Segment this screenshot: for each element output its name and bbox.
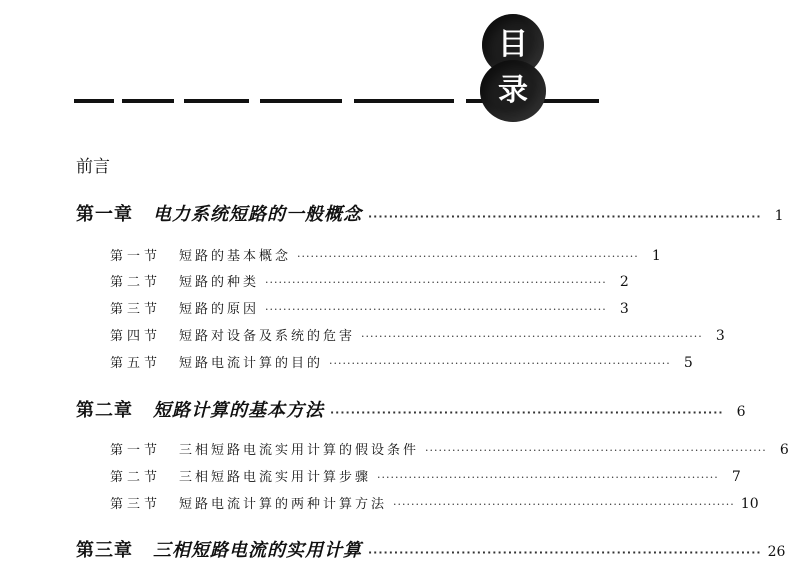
page-number: 26 — [767, 544, 786, 560]
rule-dash — [122, 99, 174, 103]
section-number: 第一节 — [110, 249, 162, 264]
dot-leader: ············································································ — [329, 357, 671, 370]
toc-section-2-1[interactable] — [110, 439, 789, 458]
toc-chapter-1[interactable] — [76, 200, 784, 226]
chapter-number: 第三章 — [76, 540, 133, 561]
section-number: 第四节 — [110, 329, 162, 344]
section-title: 短路的原因 — [179, 302, 260, 317]
toc-section-1-1[interactable] — [110, 245, 661, 264]
section-title: 短路的基本概念 — [179, 249, 292, 264]
dot-leader: ············································································ — [393, 498, 735, 511]
dot-leader: ············································································ — [361, 330, 703, 343]
toc-section-1-4[interactable] — [110, 325, 725, 344]
page-number: 1 — [774, 208, 784, 224]
toc-section-1-3[interactable] — [110, 298, 629, 317]
dot-leader: ············································································ — [377, 471, 719, 484]
section-number: 第三节 — [110, 497, 162, 512]
toc-chapter-3[interactable] — [76, 536, 786, 562]
page-number: 6 — [736, 404, 746, 420]
page-number: 1 — [651, 248, 661, 264]
page-number: 3 — [715, 328, 725, 344]
toc-section-2-3[interactable] — [110, 493, 759, 512]
preface-entry[interactable]: 前言 — [76, 157, 110, 177]
dot-leader: ············································································ — [330, 406, 724, 419]
page-number: 3 — [619, 301, 629, 317]
chapter-title: 电力系统短路的一般概念 — [153, 204, 362, 225]
toc-section-1-2[interactable] — [110, 271, 629, 290]
rule-dash — [354, 99, 454, 103]
section-title: 三相短路电流实用计算步骤 — [179, 470, 372, 485]
dot-leader: ············································································ — [368, 546, 762, 559]
page-number: 2 — [619, 274, 629, 290]
section-title: 短路电流计算的目的 — [179, 356, 324, 371]
dot-leader: ············································································ — [265, 303, 607, 316]
toc-section-1-5[interactable] — [110, 352, 693, 371]
toc-chapter-2[interactable] — [76, 396, 746, 422]
contents-badge — [478, 14, 550, 114]
section-number: 第五节 — [110, 356, 162, 371]
section-title: 短路电流计算的两种计算方法 — [179, 497, 388, 512]
dot-leader: ············································································ — [265, 276, 607, 289]
rule-dash — [74, 99, 114, 103]
page-number: 10 — [740, 496, 759, 512]
page-number: 5 — [683, 355, 693, 371]
badge-glyph-lu: 录 — [498, 73, 528, 108]
chapter-title: 三相短路电流的实用计算 — [153, 540, 362, 561]
chapter-title: 短路计算的基本方法 — [153, 400, 324, 421]
rule-dash — [184, 99, 249, 103]
section-number: 第二节 — [110, 275, 162, 290]
section-number: 第二节 — [110, 470, 162, 485]
section-number: 第一节 — [110, 443, 162, 458]
rule-dash — [260, 99, 342, 103]
chapter-number: 第二章 — [76, 400, 133, 421]
section-title: 三相短路电流实用计算的假设条件 — [179, 443, 420, 458]
toc-section-2-2[interactable] — [110, 466, 741, 485]
section-number: 第三节 — [110, 302, 162, 317]
section-title: 短路对设备及系统的危害 — [179, 329, 356, 344]
dot-leader: ············································································ — [297, 250, 639, 263]
page-number: 7 — [731, 469, 741, 485]
badge-glyph-mu: 目 — [498, 27, 528, 62]
page-number: 6 — [779, 442, 789, 458]
chapter-number: 第一章 — [76, 204, 133, 225]
section-title: 短路的种类 — [179, 275, 260, 290]
dot-leader: ············································································ — [425, 444, 767, 457]
dot-leader: ············································································ — [368, 210, 762, 223]
